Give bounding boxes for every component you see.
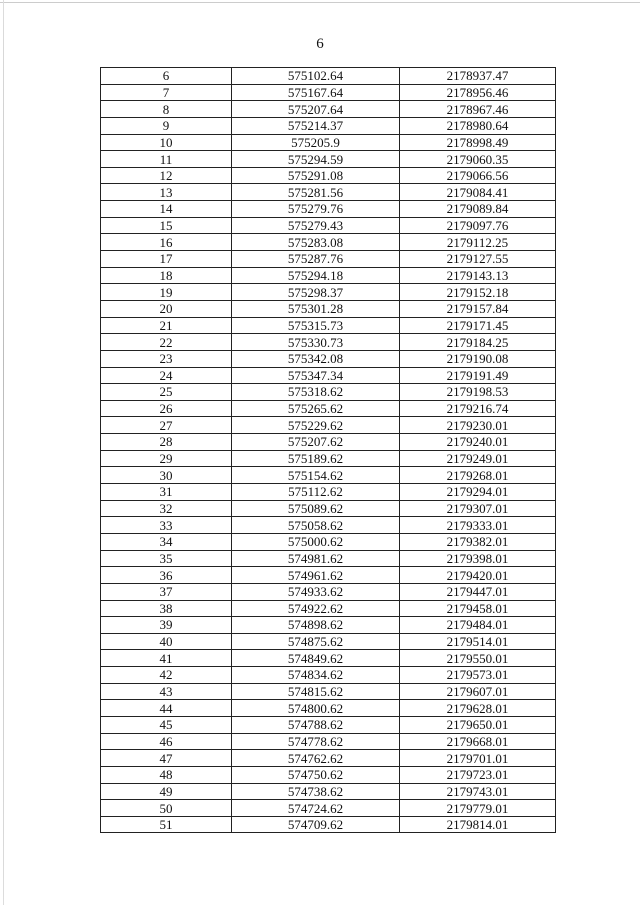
table-row (101, 334, 556, 351)
point-number-cell: 37 (101, 583, 232, 600)
table-row (101, 550, 556, 567)
y-coordinate-cell: 2179382.01 (400, 533, 556, 550)
point-number-cell: 16 (101, 234, 232, 251)
x-coordinate-cell: 575089.62 (232, 500, 400, 517)
point-number-cell: 8 (101, 101, 232, 118)
y-coordinate-cell: 2179066.56 (400, 167, 556, 184)
point-number-cell: 27 (101, 417, 232, 434)
x-coordinate-cell: 575058.62 (232, 517, 400, 534)
x-coordinate-cell: 574849.62 (232, 650, 400, 667)
table-row (101, 101, 556, 118)
point-number-cell: 46 (101, 733, 232, 750)
y-coordinate-cell: 2178937.47 (400, 68, 556, 85)
table-row (101, 267, 556, 284)
table-row (101, 633, 556, 650)
point-number-cell: 20 (101, 300, 232, 317)
point-number-cell: 18 (101, 267, 232, 284)
table-row (101, 350, 556, 367)
table-row (101, 151, 556, 168)
x-coordinate-cell: 574834.62 (232, 667, 400, 684)
point-number-cell: 14 (101, 201, 232, 218)
x-coordinate-cell: 575291.08 (232, 167, 400, 184)
y-coordinate-cell: 2179484.01 (400, 617, 556, 634)
y-coordinate-cell: 2179294.01 (400, 484, 556, 501)
point-number-cell: 34 (101, 533, 232, 550)
x-coordinate-cell: 574800.62 (232, 700, 400, 717)
y-coordinate-cell: 2178980.64 (400, 117, 556, 134)
y-coordinate-cell: 2179650.01 (400, 716, 556, 733)
x-coordinate-cell: 575112.62 (232, 484, 400, 501)
x-coordinate-cell: 574875.62 (232, 633, 400, 650)
y-coordinate-cell: 2179607.01 (400, 683, 556, 700)
x-coordinate-cell: 574750.62 (232, 766, 400, 783)
point-number-cell: 51 (101, 816, 232, 833)
table-row (101, 217, 556, 234)
point-number-cell: 47 (101, 750, 232, 767)
table-row (101, 750, 556, 767)
x-coordinate-cell: 575000.62 (232, 533, 400, 550)
x-coordinate-cell: 574961.62 (232, 567, 400, 584)
y-coordinate-cell: 2178998.49 (400, 134, 556, 151)
y-coordinate-cell: 2179307.01 (400, 500, 556, 517)
x-coordinate-cell: 574738.62 (232, 783, 400, 800)
table-row (101, 251, 556, 268)
point-number-cell: 38 (101, 600, 232, 617)
y-coordinate-cell: 2179171.45 (400, 317, 556, 334)
table-row (101, 733, 556, 750)
table-row (101, 134, 556, 151)
table-row (101, 800, 556, 817)
y-coordinate-cell: 2179184.25 (400, 334, 556, 351)
x-coordinate-cell: 575281.56 (232, 184, 400, 201)
table-row (101, 417, 556, 434)
x-coordinate-cell: 575189.62 (232, 450, 400, 467)
point-number-cell: 49 (101, 783, 232, 800)
point-number-cell: 17 (101, 251, 232, 268)
x-coordinate-cell: 575214.37 (232, 117, 400, 134)
y-coordinate-cell: 2179398.01 (400, 550, 556, 567)
x-coordinate-cell: 574815.62 (232, 683, 400, 700)
table-row (101, 184, 556, 201)
y-coordinate-cell: 2179240.01 (400, 434, 556, 451)
x-coordinate-cell: 575207.64 (232, 101, 400, 118)
point-number-cell: 12 (101, 167, 232, 184)
table-row (101, 317, 556, 334)
x-coordinate-cell: 575294.18 (232, 267, 400, 284)
table-row (101, 650, 556, 667)
x-coordinate-cell: 574762.62 (232, 750, 400, 767)
point-number-cell: 10 (101, 134, 232, 151)
x-coordinate-cell: 575318.62 (232, 384, 400, 401)
point-number-cell: 19 (101, 284, 232, 301)
x-coordinate-cell: 575287.76 (232, 251, 400, 268)
x-coordinate-cell: 575207.62 (232, 434, 400, 451)
x-coordinate-cell: 575279.76 (232, 201, 400, 218)
table-row (101, 117, 556, 134)
y-coordinate-cell: 2179143.13 (400, 267, 556, 284)
y-coordinate-cell: 2179089.84 (400, 201, 556, 218)
table-row (101, 683, 556, 700)
y-coordinate-cell: 2179097.76 (400, 217, 556, 234)
scan-edge-top (0, 2, 640, 3)
table-row (101, 533, 556, 550)
point-number-cell: 29 (101, 450, 232, 467)
y-coordinate-cell: 2179458.01 (400, 600, 556, 617)
y-coordinate-cell: 2179628.01 (400, 700, 556, 717)
x-coordinate-cell: 575301.28 (232, 300, 400, 317)
table-row (101, 284, 556, 301)
point-number-cell: 39 (101, 617, 232, 634)
table-row (101, 783, 556, 800)
y-coordinate-cell: 2179127.55 (400, 251, 556, 268)
point-number-cell: 42 (101, 667, 232, 684)
point-number-cell: 22 (101, 334, 232, 351)
point-number-cell: 44 (101, 700, 232, 717)
table-row (101, 517, 556, 534)
coordinates-table-body (101, 68, 556, 833)
point-number-cell: 24 (101, 367, 232, 384)
x-coordinate-cell: 574709.62 (232, 816, 400, 833)
table-row (101, 500, 556, 517)
y-coordinate-cell: 2179743.01 (400, 783, 556, 800)
x-coordinate-cell: 574788.62 (232, 716, 400, 733)
page-number: 6 (316, 36, 324, 52)
y-coordinate-cell: 2179249.01 (400, 450, 556, 467)
y-coordinate-cell: 2179779.01 (400, 800, 556, 817)
y-coordinate-cell: 2179447.01 (400, 583, 556, 600)
table-row (101, 167, 556, 184)
table-row (101, 467, 556, 484)
table-row (101, 234, 556, 251)
y-coordinate-cell: 2179550.01 (400, 650, 556, 667)
point-number-cell: 23 (101, 350, 232, 367)
point-number-cell: 15 (101, 217, 232, 234)
x-coordinate-cell: 575205.9 (232, 134, 400, 151)
point-number-cell: 33 (101, 517, 232, 534)
y-coordinate-cell: 2178956.46 (400, 84, 556, 101)
y-coordinate-cell: 2179668.01 (400, 733, 556, 750)
scan-edge-left (3, 0, 4, 905)
point-number-cell: 21 (101, 317, 232, 334)
point-number-cell: 41 (101, 650, 232, 667)
table-row (101, 450, 556, 467)
x-coordinate-cell: 575298.37 (232, 284, 400, 301)
point-number-cell: 45 (101, 716, 232, 733)
y-coordinate-cell: 2179268.01 (400, 467, 556, 484)
x-coordinate-cell: 575347.34 (232, 367, 400, 384)
x-coordinate-cell: 575330.73 (232, 334, 400, 351)
x-coordinate-cell: 575167.64 (232, 84, 400, 101)
table-row (101, 716, 556, 733)
point-number-cell: 13 (101, 184, 232, 201)
point-number-cell: 25 (101, 384, 232, 401)
x-coordinate-cell: 575229.62 (232, 417, 400, 434)
table-row (101, 600, 556, 617)
y-coordinate-cell: 2179701.01 (400, 750, 556, 767)
y-coordinate-cell: 2179060.35 (400, 151, 556, 168)
y-coordinate-cell: 2179198.53 (400, 384, 556, 401)
y-coordinate-cell: 2179573.01 (400, 667, 556, 684)
y-coordinate-cell: 2179190.08 (400, 350, 556, 367)
x-coordinate-cell: 575342.08 (232, 350, 400, 367)
table-row (101, 367, 556, 384)
point-number-cell: 6 (101, 68, 232, 85)
point-number-cell: 40 (101, 633, 232, 650)
y-coordinate-cell: 2179084.41 (400, 184, 556, 201)
point-number-cell: 26 (101, 400, 232, 417)
table-row (101, 84, 556, 101)
x-coordinate-cell: 575102.64 (232, 68, 400, 85)
y-coordinate-cell: 2179723.01 (400, 766, 556, 783)
table-row (101, 567, 556, 584)
table-row (101, 201, 556, 218)
point-number-cell: 11 (101, 151, 232, 168)
y-coordinate-cell: 2179514.01 (400, 633, 556, 650)
y-coordinate-cell: 2179216.74 (400, 400, 556, 417)
point-number-cell: 30 (101, 467, 232, 484)
point-number-cell: 9 (101, 117, 232, 134)
point-number-cell: 35 (101, 550, 232, 567)
x-coordinate-cell: 574778.62 (232, 733, 400, 750)
point-number-cell: 48 (101, 766, 232, 783)
x-coordinate-cell: 574898.62 (232, 617, 400, 634)
x-coordinate-cell: 575154.62 (232, 467, 400, 484)
point-number-cell: 50 (101, 800, 232, 817)
point-number-cell: 28 (101, 434, 232, 451)
y-coordinate-cell: 2179230.01 (400, 417, 556, 434)
x-coordinate-cell: 575279.43 (232, 217, 400, 234)
point-number-cell: 43 (101, 683, 232, 700)
x-coordinate-cell: 574933.62 (232, 583, 400, 600)
x-coordinate-cell: 574981.62 (232, 550, 400, 567)
table-row (101, 384, 556, 401)
table-row (101, 484, 556, 501)
x-coordinate-cell: 575283.08 (232, 234, 400, 251)
table-row (101, 583, 556, 600)
y-coordinate-cell: 2179191.49 (400, 367, 556, 384)
table-row (101, 617, 556, 634)
table-row (101, 400, 556, 417)
x-coordinate-cell: 575265.62 (232, 400, 400, 417)
table-row (101, 816, 556, 833)
point-number-cell: 36 (101, 567, 232, 584)
table-row (101, 667, 556, 684)
point-number-cell: 31 (101, 484, 232, 501)
x-coordinate-cell: 575294.59 (232, 151, 400, 168)
point-number-cell: 32 (101, 500, 232, 517)
table-row (101, 766, 556, 783)
x-coordinate-cell: 574724.62 (232, 800, 400, 817)
coordinates-table (100, 67, 556, 833)
table-row (101, 300, 556, 317)
y-coordinate-cell: 2179333.01 (400, 517, 556, 534)
y-coordinate-cell: 2179814.01 (400, 816, 556, 833)
y-coordinate-cell: 2179152.18 (400, 284, 556, 301)
x-coordinate-cell: 574922.62 (232, 600, 400, 617)
y-coordinate-cell: 2178967.46 (400, 101, 556, 118)
table-row (101, 434, 556, 451)
y-coordinate-cell: 2179420.01 (400, 567, 556, 584)
point-number-cell: 7 (101, 84, 232, 101)
table-row (101, 68, 556, 85)
table-row (101, 700, 556, 717)
x-coordinate-cell: 575315.73 (232, 317, 400, 334)
y-coordinate-cell: 2179112.25 (400, 234, 556, 251)
y-coordinate-cell: 2179157.84 (400, 300, 556, 317)
